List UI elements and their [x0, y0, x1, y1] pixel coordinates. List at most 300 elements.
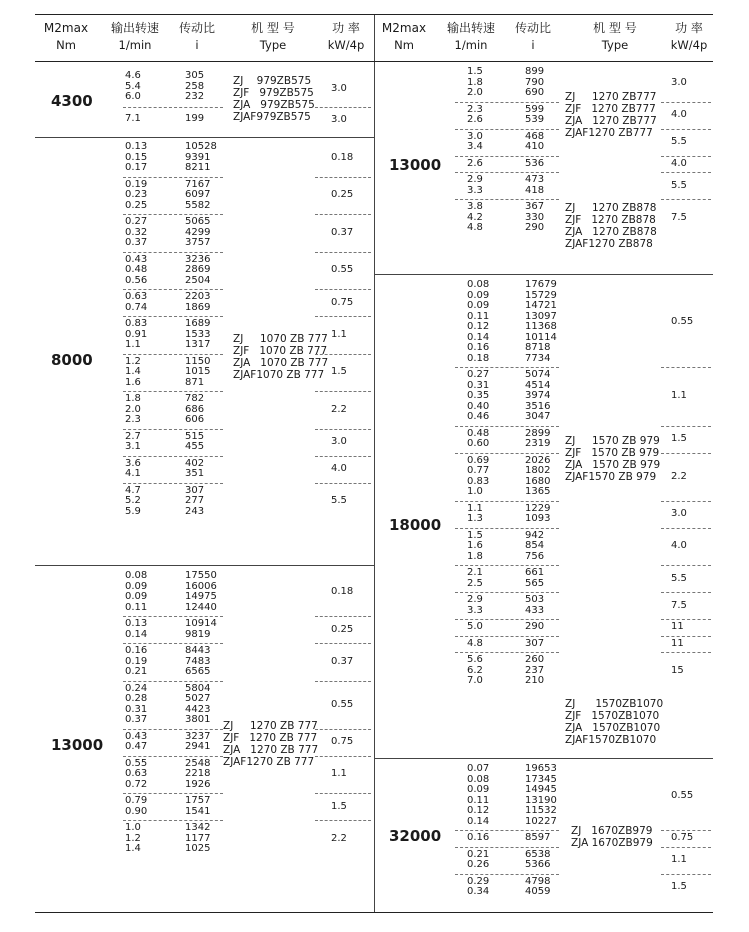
- speed-cell: [125, 432, 141, 453]
- ratio-value: 2941: [185, 741, 211, 752]
- type-value: ZJAF1270 ZB777: [565, 127, 653, 139]
- ratio-value: 1177: [185, 832, 211, 844]
- ratio-value: 5366: [525, 859, 551, 870]
- ratio-header-top: 传动比: [178, 21, 215, 35]
- speed-value: 0.12: [467, 321, 490, 332]
- type-header-bottom: Type: [259, 38, 287, 52]
- torque-header-top: M2max: [381, 21, 427, 35]
- speed-header: [439, 20, 503, 54]
- power-value: 4.0: [671, 540, 687, 552]
- speed-value: 1.8: [467, 76, 483, 88]
- torque-value: 32000: [389, 827, 442, 845]
- speed-value: 0.27: [467, 369, 490, 380]
- speed-value: 0.37: [125, 714, 148, 725]
- ratio-cell: [525, 639, 544, 650]
- speed-value: 2.1: [467, 567, 483, 578]
- speed-value: 1.6: [467, 540, 483, 551]
- speed-cell: [125, 180, 147, 212]
- power-value: 3.0: [671, 76, 687, 88]
- row-divider: [315, 354, 371, 355]
- ratio-value: 1317: [185, 339, 211, 350]
- speed-value: 0.35: [467, 390, 490, 401]
- row-divider: [661, 129, 711, 130]
- row-divider: [455, 129, 559, 130]
- ratio-value: 565: [525, 577, 545, 589]
- ratio-cell: [525, 531, 544, 563]
- speed-value: 0.19: [125, 655, 148, 667]
- speed-value: 0.77: [467, 465, 490, 476]
- speed-value: 0.29: [467, 875, 490, 887]
- speed-header: [103, 20, 167, 54]
- speed-value: 1.1: [467, 502, 483, 514]
- type-value: ZJ 1270 ZB777: [565, 91, 657, 103]
- ratio-value: 1757: [185, 795, 211, 806]
- speed-cell: [467, 504, 483, 525]
- speed-value: 5.9: [125, 505, 141, 517]
- speed-header-bottom: 1/min: [454, 38, 488, 52]
- power-value: 1.5: [671, 881, 687, 892]
- ratio-value: 854: [525, 540, 545, 551]
- type-value: ZJA 1570 ZB 979: [565, 459, 661, 471]
- power-value: 11: [671, 637, 684, 649]
- ratio-cell: [525, 105, 544, 126]
- ratio-value: 17345: [525, 773, 557, 785]
- speed-cell: [467, 175, 483, 196]
- ratio-value: 756: [525, 550, 545, 562]
- group-divider: [35, 137, 374, 138]
- ratio-value: 1229: [525, 502, 551, 514]
- power-value: 5.5: [671, 572, 687, 584]
- row-divider: [315, 289, 371, 290]
- ratio-cell: [525, 159, 544, 170]
- speed-header-bottom: 1/min: [118, 38, 152, 52]
- type-value: ZJF 1270 ZB 777: [223, 732, 318, 744]
- speed-cell: [125, 732, 147, 753]
- speed-cell: [125, 255, 147, 287]
- speed-value: 2.6: [467, 157, 483, 169]
- ratio-cell: [185, 142, 217, 174]
- row-divider: [123, 177, 223, 178]
- ratio-value: 307: [525, 637, 545, 649]
- ratio-cell: [525, 595, 544, 616]
- row-divider: [315, 793, 371, 794]
- type-value: ZJF 979ZB575: [233, 87, 314, 99]
- speed-value: 1.1: [125, 339, 141, 350]
- power-value: 3.0: [331, 83, 347, 94]
- ratio-header-bottom: i: [531, 38, 535, 52]
- speed-value: 1.8: [467, 550, 483, 562]
- speed-value: 2.3: [125, 414, 141, 425]
- speed-value: 0.11: [125, 601, 148, 613]
- speed-value: 0.09: [125, 591, 148, 602]
- speed-value: 0.18: [467, 352, 490, 364]
- ratio-value: 1869: [185, 301, 211, 313]
- ratio-value: 1015: [185, 366, 211, 377]
- speed-value: 6.0: [125, 91, 141, 102]
- ratio-value: 3516: [525, 400, 551, 412]
- type-list: [565, 202, 657, 250]
- speed-value: 0.27: [125, 216, 148, 227]
- speed-cell: [467, 833, 489, 844]
- power-value: 2.2: [331, 403, 347, 415]
- row-divider: [315, 107, 371, 108]
- ratio-cell: [525, 202, 544, 234]
- row-divider: [315, 456, 371, 457]
- ratio-value: 10528: [185, 141, 217, 152]
- speed-cell: [467, 622, 483, 633]
- ratio-value: 899: [525, 66, 545, 77]
- ratio-value: 2203: [185, 291, 211, 302]
- speed-value: 4.8: [467, 637, 483, 649]
- row-divider: [661, 874, 711, 875]
- speed-value: 0.16: [467, 832, 490, 843]
- power-value: 1.5: [671, 433, 687, 444]
- speed-value: 1.0: [467, 486, 483, 497]
- torque-header-top: M2max: [43, 21, 89, 35]
- ratio-value: 418: [525, 184, 545, 196]
- ratio-value: 790: [525, 76, 545, 88]
- power-value: 0.37: [331, 226, 354, 238]
- ratio-value: 10227: [525, 815, 557, 827]
- torque-value: 18000: [389, 516, 442, 534]
- speed-value: 0.63: [125, 768, 148, 779]
- row-divider: [123, 354, 223, 355]
- speed-value: 0.56: [125, 274, 148, 286]
- power-value: 4.0: [671, 157, 687, 169]
- ratio-value: 1150: [185, 355, 211, 367]
- ratio-value: 2548: [185, 757, 211, 769]
- power-value: 3.0: [331, 114, 347, 125]
- ratio-cell: [525, 280, 557, 364]
- speed-value: 0.19: [125, 178, 148, 190]
- speed-value: 4.7: [125, 484, 141, 496]
- ratio-value: 686: [185, 403, 205, 415]
- ratio-value: 5582: [185, 199, 211, 211]
- row-divider: [123, 756, 223, 757]
- group-divider: [375, 274, 713, 275]
- power-value: 5.5: [331, 495, 347, 507]
- ratio-value: 9819: [185, 628, 211, 640]
- row-divider: [661, 619, 711, 620]
- speed-value: 1.5: [467, 529, 483, 541]
- ratio-value: 8597: [525, 832, 551, 843]
- row-divider: [661, 501, 711, 502]
- ratio-value: 5027: [185, 693, 211, 704]
- ratio-value: 6565: [185, 666, 211, 677]
- ratio-value: 19653: [525, 763, 557, 774]
- ratio-value: 17550: [185, 570, 217, 581]
- ratio-value: 942: [525, 529, 545, 541]
- ratio-cell: [525, 833, 550, 844]
- row-divider: [123, 456, 223, 457]
- power-value: 0.75: [671, 832, 694, 844]
- ratio-value: 8718: [525, 342, 551, 353]
- row-divider: [455, 528, 559, 529]
- ratio-value: 468: [525, 130, 545, 142]
- speed-value: 0.46: [467, 411, 490, 422]
- ratio-value: 1025: [185, 843, 211, 854]
- speed-value: 0.63: [125, 291, 148, 302]
- ratio-value: 455: [185, 441, 205, 452]
- speed-value: 0.15: [125, 151, 148, 163]
- ratio-value: 290: [525, 222, 545, 233]
- speed-cell: [467, 639, 483, 650]
- speed-value: 0.60: [467, 438, 490, 449]
- power-value: 0.55: [331, 264, 354, 276]
- ratio-value: 351: [185, 468, 205, 479]
- speed-value: 2.7: [125, 430, 141, 442]
- speed-value: 3.4: [467, 141, 483, 152]
- ratio-value: 410: [525, 141, 545, 152]
- speed-value: 1.8: [125, 393, 141, 404]
- speed-value: 0.55: [125, 757, 148, 769]
- row-divider: [315, 681, 371, 682]
- power-value: 0.75: [331, 736, 354, 747]
- row-divider: [123, 616, 223, 617]
- row-divider: [455, 426, 559, 427]
- row-divider: [315, 643, 371, 644]
- power-value: 7.5: [671, 211, 687, 223]
- torque-header-bottom: Nm: [394, 38, 414, 52]
- type-list: [571, 825, 653, 849]
- ratio-value: 13097: [525, 310, 557, 322]
- ratio-value: 661: [525, 567, 545, 578]
- speed-value: 0.11: [467, 794, 490, 806]
- row-divider: [123, 681, 223, 682]
- power-value: 0.55: [331, 698, 354, 710]
- speed-cell: [125, 796, 147, 817]
- ratio-cell: [185, 319, 210, 351]
- ratio-cell: [185, 619, 217, 640]
- ratio-cell: [525, 504, 550, 525]
- row-divider: [455, 102, 559, 103]
- row-divider: [315, 214, 371, 215]
- type-value: ZJAF1570ZB1070: [565, 734, 657, 746]
- type-list: [233, 333, 328, 381]
- power-value: 0.55: [671, 789, 694, 801]
- speed-value: 2.9: [467, 174, 483, 185]
- speed-value: 0.69: [467, 454, 490, 466]
- ratio-value: 6097: [185, 189, 211, 200]
- ratio-cell: [185, 459, 204, 480]
- ratio-value: 1680: [525, 475, 551, 487]
- speed-value: 3.6: [125, 457, 141, 469]
- speed-value: 0.31: [125, 703, 148, 715]
- ratio-value: 4299: [185, 226, 211, 238]
- ratio-value: 402: [185, 457, 205, 469]
- type-value: ZJA 979ZB575: [233, 99, 315, 111]
- ratio-value: 2869: [185, 264, 211, 275]
- speed-cell: [467, 655, 483, 687]
- type-list: [233, 75, 315, 123]
- speed-cell: [125, 142, 147, 174]
- speed-value: 0.13: [125, 141, 148, 152]
- ratio-cell: [185, 571, 217, 613]
- row-divider: [661, 528, 711, 529]
- row-divider: [661, 102, 711, 103]
- power-value: 2.2: [671, 470, 687, 482]
- speed-value: 6.2: [467, 664, 483, 676]
- speed-value: 0.48: [125, 264, 148, 275]
- row-divider: [315, 483, 371, 484]
- ratio-cell: [525, 622, 544, 633]
- type-value: ZJF 1270 ZB878: [565, 214, 656, 226]
- ratio-value: 1802: [525, 465, 551, 476]
- speed-value: 0.09: [125, 580, 148, 592]
- row-divider: [123, 391, 223, 392]
- type-value: ZJ 1570ZB1070: [565, 698, 664, 710]
- group-divider: [375, 758, 713, 759]
- row-divider: [315, 316, 371, 317]
- header-rule: [35, 61, 713, 62]
- speed-value: 0.09: [467, 289, 490, 301]
- speed-cell: [467, 429, 489, 450]
- ratio-value: 539: [525, 114, 545, 125]
- ratio-value: 10114: [525, 331, 557, 343]
- ratio-value: 1093: [525, 513, 551, 524]
- speed-cell: [125, 357, 141, 389]
- speed-value: 5.4: [125, 80, 141, 92]
- torque-header: [41, 20, 91, 54]
- type-value: ZJA 1270 ZB878: [565, 226, 657, 238]
- row-divider: [123, 429, 223, 430]
- ratio-cell: [185, 796, 210, 817]
- speed-cell: [467, 764, 489, 827]
- ratio-cell: [185, 357, 210, 389]
- type-value: ZJA 1570ZB1070: [565, 722, 661, 734]
- row-divider: [123, 316, 223, 317]
- type-value: ZJA 1270 ZB 777: [223, 744, 319, 756]
- ratio-value: 2504: [185, 274, 211, 286]
- speed-value: 0.32: [125, 226, 148, 238]
- power-value: 15: [671, 664, 684, 676]
- speed-value: 5.0: [467, 621, 483, 632]
- speed-value: 0.72: [125, 778, 148, 790]
- type-header-top: 机 型 号: [593, 21, 637, 35]
- ratio-cell: [525, 175, 544, 196]
- ratio-cell: [185, 217, 210, 249]
- speed-cell: [125, 646, 147, 678]
- speed-value: 0.08: [125, 570, 148, 581]
- ratio-value: 1365: [525, 486, 551, 497]
- speed-cell: [125, 486, 141, 518]
- ratio-value: 14945: [525, 784, 557, 795]
- power-value: 0.75: [331, 296, 354, 308]
- power-value: 3.0: [671, 508, 687, 519]
- ratio-value: 2218: [185, 768, 211, 779]
- speed-value: 5.6: [467, 654, 483, 665]
- type-header: [229, 20, 317, 54]
- power-value: 5.5: [671, 136, 687, 147]
- ratio-cell: [525, 655, 544, 687]
- power-value: 1.5: [331, 366, 347, 378]
- type-value: ZJ 1670ZB979: [571, 825, 653, 837]
- row-divider: [315, 820, 371, 821]
- power-value: 0.55: [671, 316, 694, 327]
- row-divider: [661, 172, 711, 173]
- speed-value: 1.6: [125, 376, 141, 388]
- type-value: ZJA 1070 ZB 777: [233, 357, 329, 369]
- ratio-value: 3757: [185, 237, 211, 248]
- ratio-value: 330: [525, 211, 545, 223]
- speed-value: 2.3: [467, 103, 483, 115]
- ratio-value: 782: [185, 393, 205, 404]
- row-divider: [661, 847, 711, 848]
- left-header: [35, 15, 374, 61]
- speed-value: 0.43: [125, 253, 148, 265]
- row-divider: [661, 199, 711, 200]
- speed-cell: [125, 319, 147, 351]
- ratio-value: 503: [525, 594, 545, 605]
- torque-header-bottom: Nm: [56, 38, 76, 52]
- ratio-value: 307: [185, 484, 205, 496]
- speed-value: 0.16: [125, 645, 148, 656]
- ratio-value: 11532: [525, 805, 557, 816]
- row-divider: [315, 729, 371, 730]
- row-divider: [123, 289, 223, 290]
- row-divider: [455, 565, 559, 566]
- speed-cell: [467, 531, 483, 563]
- speed-value: 2.0: [467, 87, 483, 98]
- power-value: 7.5: [671, 599, 687, 611]
- type-value: ZJAF979ZB575: [233, 111, 311, 123]
- row-divider: [123, 107, 223, 108]
- row-divider: [455, 874, 559, 875]
- ratio-value: 260: [525, 654, 545, 665]
- row-divider: [661, 636, 711, 637]
- ratio-value: 11368: [525, 321, 557, 332]
- speed-value: 0.83: [467, 475, 490, 487]
- torque-value: 13000: [389, 156, 442, 174]
- ratio-value: 15729: [525, 289, 557, 301]
- speed-value: 0.47: [125, 741, 148, 752]
- speed-value: 0.14: [125, 628, 148, 640]
- speed-value: 3.0: [467, 130, 483, 142]
- ratio-value: 277: [185, 495, 205, 506]
- speed-value: 4.2: [467, 211, 483, 223]
- power-value: 1.1: [331, 328, 347, 340]
- speed-header-top: 输出转速: [446, 21, 495, 35]
- type-value: ZJA 1270 ZB777: [565, 115, 657, 127]
- speed-value: 1.0: [125, 822, 141, 833]
- speed-value: 0.25: [125, 199, 148, 211]
- ratio-value: 7734: [525, 352, 551, 364]
- ratio-cell: [525, 67, 544, 99]
- ratio-value: 237: [525, 664, 545, 676]
- speed-cell: [467, 370, 489, 423]
- speed-value: 1.2: [125, 832, 141, 844]
- power-value: 1.1: [671, 854, 687, 865]
- speed-value: 3.1: [125, 441, 141, 452]
- group-divider: [35, 565, 374, 566]
- power-value: 3.0: [331, 436, 347, 447]
- row-divider: [661, 426, 711, 427]
- speed-value: 0.31: [467, 379, 490, 391]
- ratio-cell: [185, 823, 210, 855]
- speed-value: 0.28: [125, 693, 148, 704]
- type-value: ZJF 1270 ZB777: [565, 103, 656, 115]
- speed-value: 7.1: [125, 113, 141, 124]
- ratio-cell: [185, 732, 210, 753]
- ratio-cell: [525, 429, 550, 450]
- ratio-value: 232: [185, 91, 205, 102]
- ratio-value: 433: [525, 604, 545, 616]
- ratio-value: 5065: [185, 216, 211, 227]
- ratio-value: 2026: [525, 454, 551, 466]
- power-header-bottom: kW/4p: [327, 38, 365, 52]
- power-value: 0.37: [331, 655, 354, 667]
- ratio-value: 290: [525, 621, 545, 632]
